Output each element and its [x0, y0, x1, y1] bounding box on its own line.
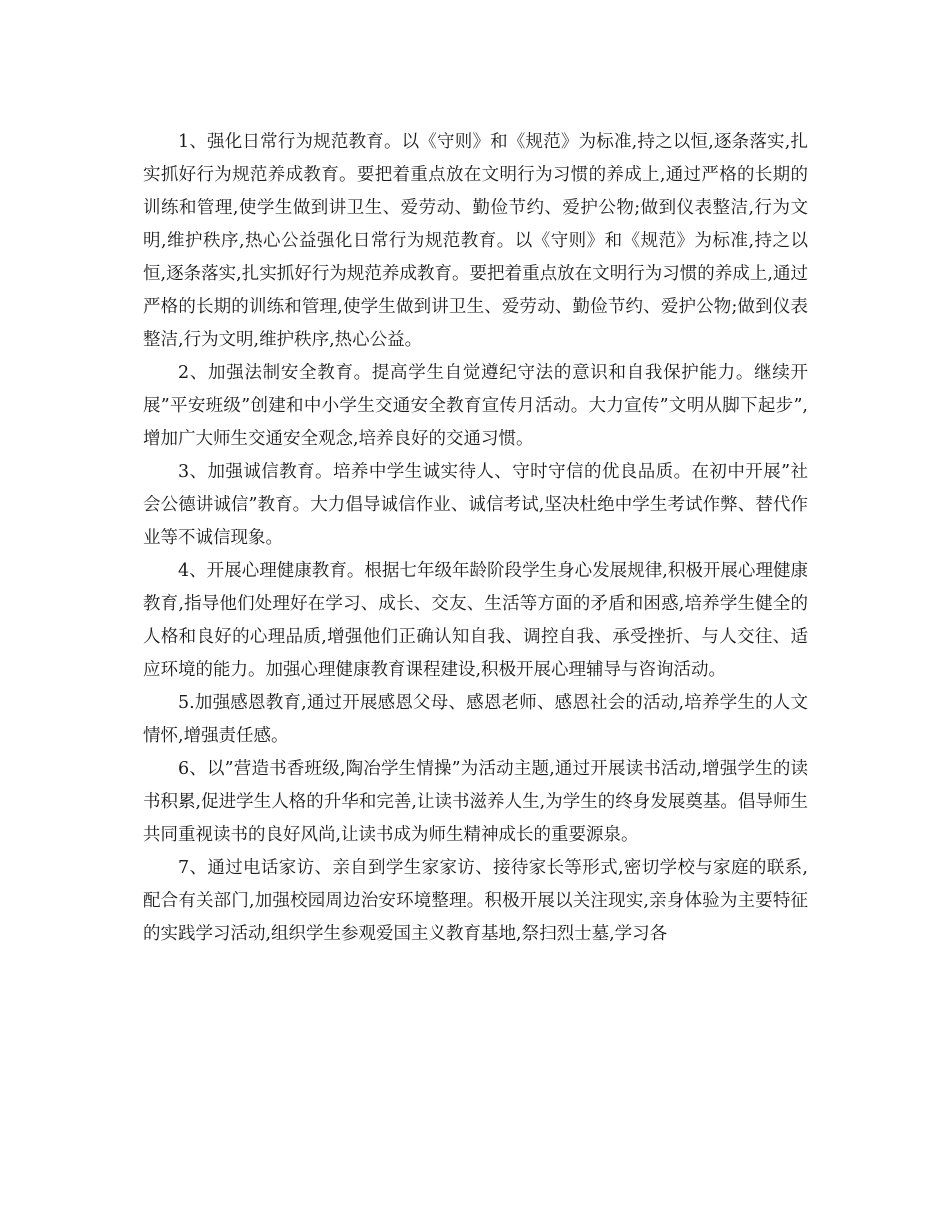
- paragraph-6: 6、以”营造书香班级,陶冶学生情操”为活动主题,通过开展读书活动,增强学生的读书积累,促进学生人格的升华和完善,让读书滋养人生,为学生的终身发展奠基。倡导师生共同重视读书的良好风尚,让读书成为师生精神成长的重要源泉。: [143, 759, 808, 845]
- paragraph-2: 2、加强法制安全教育。提高学生自觉遵纪守法的意识和自我保护能力。继续开展”平安班级”创建和中小学生交通安全教育宣传月活动。大力宣传”文明从脚下起步”,增加广大师生交通安全观念,培养良好的交通习惯。: [143, 363, 808, 449]
- paragraph-1: 1、强化日常行为规范教育。以《守则》和《规范》为标准,持之以恒,逐条落实,扎实抓好行为规范养成教育。要把着重点放在文明行为习惯的养成上,通过严格的长期的训练和管理,使学生做到讲卫生、爱劳动、勤俭节约、爱护公物;做到仪表整洁,行为文明,维护秩序,热心公益强化日常行为规范教育。以《守则》和《规范》为标准,持之以恒,逐条落实,扎实抓好行为规范养成教育。要把着重点放在文明行为习惯的养成上,通过严格的长期的训练和管理,使学生做到讲卫生、爱劳动、勤俭节约、爱护公物;做到仪表整洁,行为文明,维护秩序,热心公益。: [143, 132, 808, 350]
- paragraph-3: 3、加强诚信教育。培养中学生诚实待人、守时守信的优良品质。在初中开展”社会公德讲诚信”教育。大力倡导诚信作业、诚信考试,坚决杜绝中学生考试作弊、替代作业等不诚信现象。: [143, 462, 808, 548]
- paragraph-7: 7、通过电话家访、亲自到学生家家访、接待家长等形式,密切学校与家庭的联系,配合有关部门,加强校园周边治安环境整理。积极开展以关注现实,亲身体验为主要特征的实践学习活动,组织学生参观爱国主义教育基地,祭扫烈士墓,学习各: [143, 858, 808, 944]
- paragraph-4: 4、开展心理健康教育。根据七年级年龄阶段学生身心发展规律,积极开展心理健康教育,指导他们处理好在学习、成长、交友、生活等方面的矛盾和困惑,培养学生健全的人格和良好的心理品质,增强他们正确认知自我、调控自我、承受挫折、与人交往、适应环境的能力。加强心理健康教育课程建设,积极开展心理辅导与咨询活动。: [143, 561, 808, 680]
- paragraph-5: 5.加强感恩教育,通过开展感恩父母、感恩老师、感恩社会的活动,培养学生的人文情怀,增强责任感。: [143, 693, 808, 746]
- document-body: [143, 126, 808, 951]
